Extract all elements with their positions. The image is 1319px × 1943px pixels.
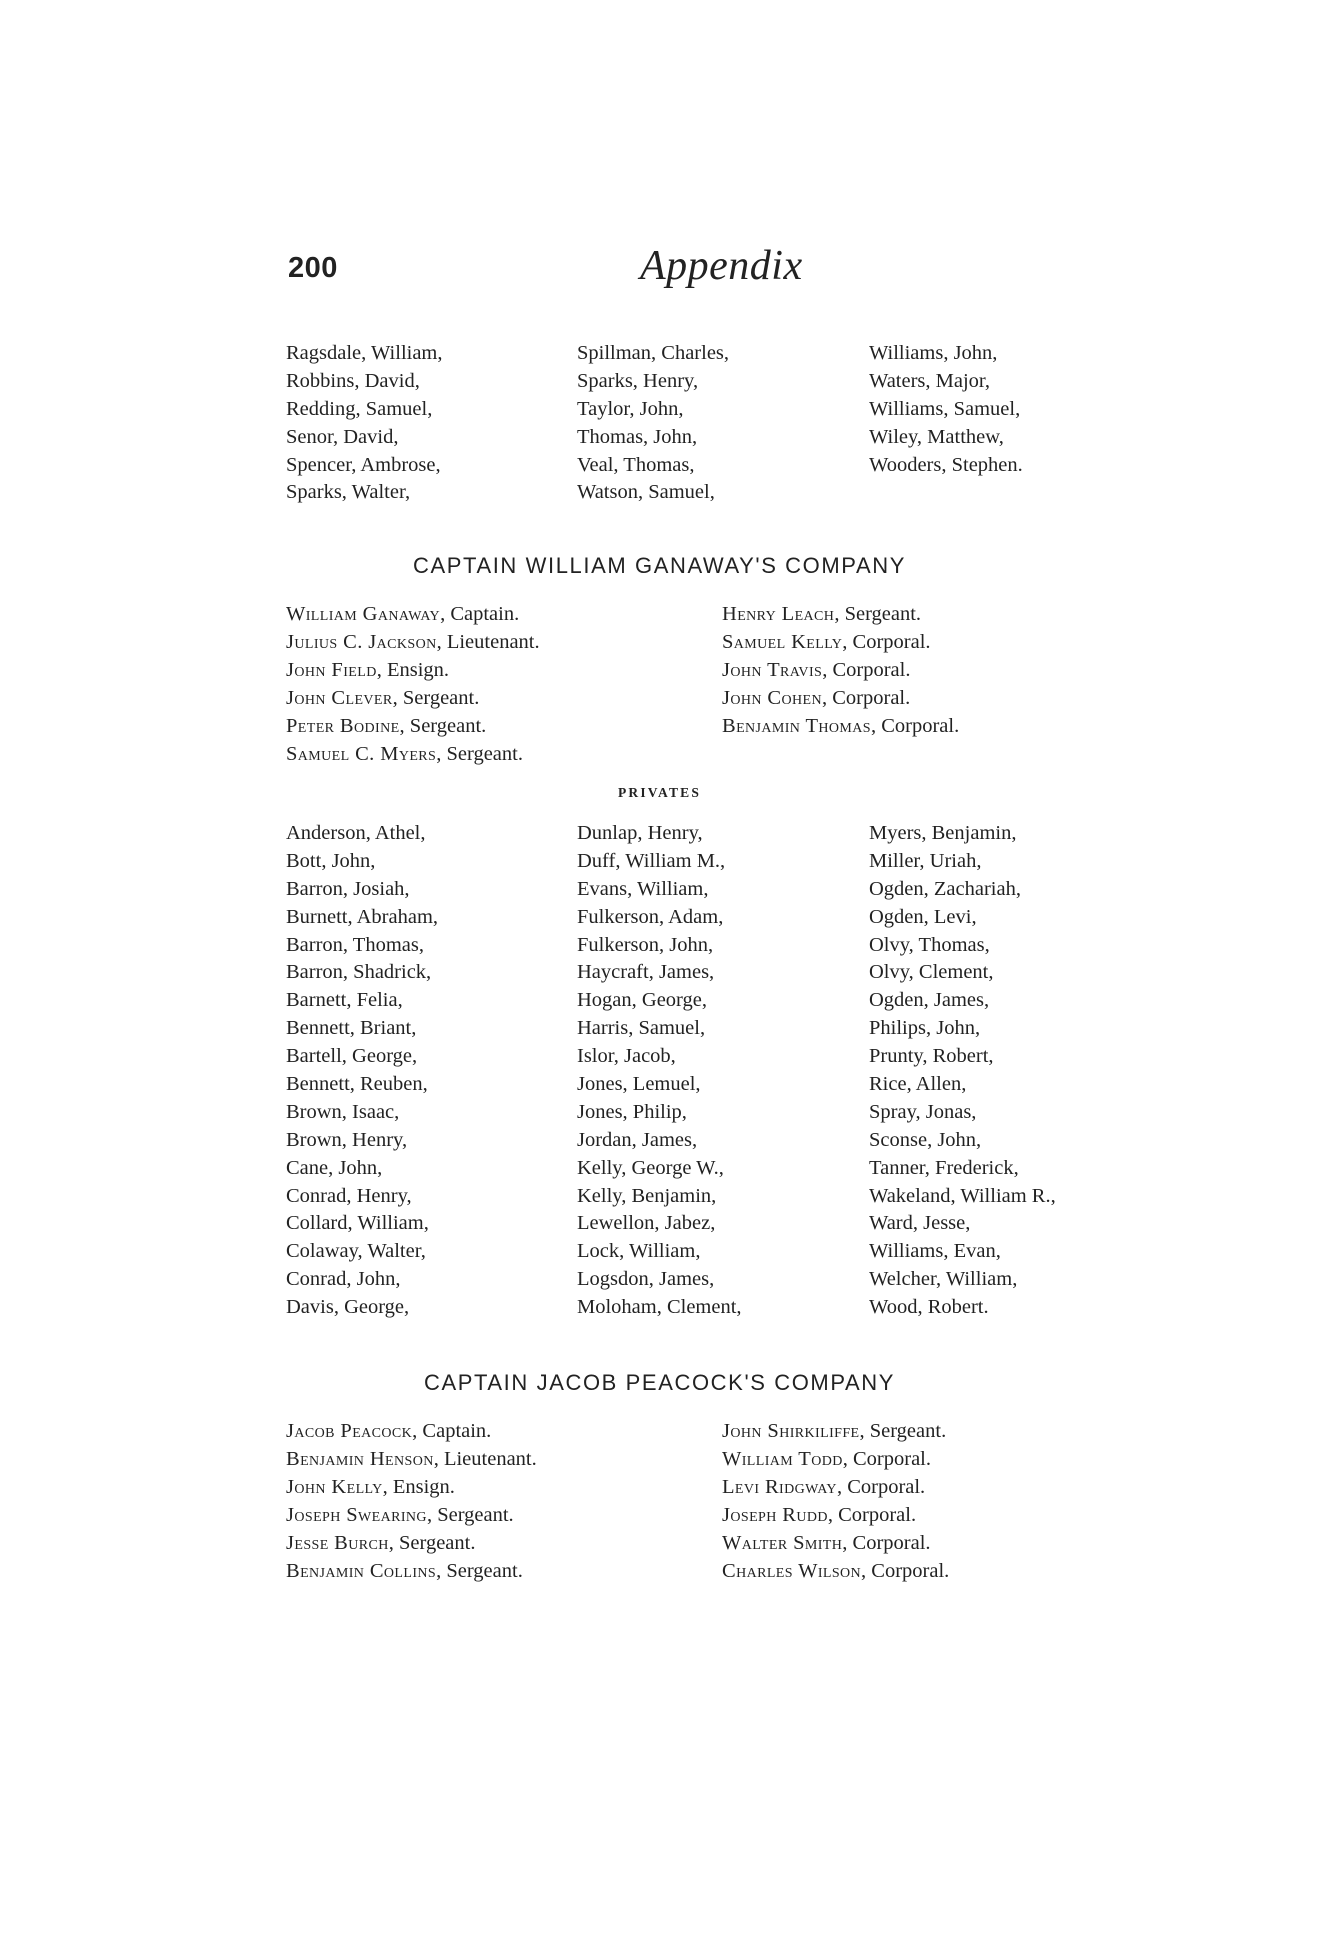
officer-rank: , Captain. xyxy=(440,603,520,625)
name-entry: Prunty, Robert, xyxy=(869,1045,994,1068)
peacock-company-heading: CAPTAIN JACOB PEACOCK'S COMPANY xyxy=(423,1370,896,1395)
name-entry: Jones, Lemuel, xyxy=(577,1073,701,1096)
officer-entry xyxy=(722,628,959,656)
name-entry: Conrad, Henry, xyxy=(286,1184,412,1207)
officer-name: Henry Leach xyxy=(722,603,835,625)
name-entry: Wakeland, William R., xyxy=(869,1184,1056,1207)
privates-column-2 xyxy=(577,820,742,1322)
name-entry: Jones, Philip, xyxy=(577,1100,687,1123)
name-entry: Spencer, Ambrose, xyxy=(286,453,441,476)
officer-name: Jesse Burch xyxy=(286,1532,389,1554)
officer-name: William Ganaway xyxy=(286,603,441,625)
name-entry: Williams, Samuel, xyxy=(869,397,1021,420)
name-entry: Philips, John, xyxy=(869,1017,981,1040)
officer-name: Walter Smith xyxy=(722,1532,843,1554)
officer-rank: , Sergeant. xyxy=(859,1420,947,1442)
privates-column-1 xyxy=(286,820,438,1322)
name-entry: Thomas, John, xyxy=(577,425,698,448)
officer-name: Samuel Kelly xyxy=(722,631,843,653)
top-list-column-2 xyxy=(577,340,729,507)
name-entry: Olvy, Thomas, xyxy=(869,933,990,956)
officer-name: John Shirkiliffe xyxy=(722,1420,860,1442)
privates-column-3 xyxy=(869,820,1056,1322)
officer-rank: , Captain. xyxy=(412,1420,492,1442)
name-entry: Watson, Samuel, xyxy=(577,481,715,504)
name-entry: Brown, Henry, xyxy=(286,1128,408,1151)
officer-rank: , Sergeant. xyxy=(399,715,487,737)
officer-name: John Kelly xyxy=(286,1476,383,1498)
name-entry: Senor, David, xyxy=(286,425,399,448)
officer-rank: , Lieutenant. xyxy=(433,1448,537,1470)
officer-name: John Cohen xyxy=(722,687,822,709)
officer-entry xyxy=(286,628,540,656)
name-entry: Miller, Uriah, xyxy=(869,849,982,872)
officer-entry xyxy=(286,1473,537,1501)
officer-entry xyxy=(286,712,540,740)
name-entry: Barron, Josiah, xyxy=(286,877,410,900)
name-entry: Logsdon, James, xyxy=(577,1268,715,1291)
officer-entry xyxy=(722,684,959,712)
officer-entry xyxy=(722,712,959,740)
name-entry: Barron, Thomas, xyxy=(286,933,424,956)
officer-entry xyxy=(722,656,959,684)
officer-rank: , Corporal. xyxy=(842,1448,931,1470)
privates-subheading: PRIVATES xyxy=(617,785,702,800)
officer-rank: , Sergeant. xyxy=(426,1504,514,1526)
officer-name: Benjamin Thomas xyxy=(722,715,871,737)
officer-rank: , Sergeant. xyxy=(436,743,523,765)
officer-name: Julius C. Jackson xyxy=(286,631,437,653)
officer-entry xyxy=(722,1501,949,1529)
name-entry: Cane, John, xyxy=(286,1156,383,1179)
name-entry: Wiley, Matthew, xyxy=(869,425,1004,448)
officer-rank: , Corporal. xyxy=(842,1532,931,1554)
officer-name: Levi Ridgway xyxy=(722,1476,837,1498)
name-entry: Duff, William M., xyxy=(577,849,726,872)
name-entry: Evans, William, xyxy=(577,877,709,900)
name-entry: Redding, Samuel, xyxy=(286,397,433,420)
officer-entry xyxy=(286,1501,537,1529)
name-entry: Bott, John, xyxy=(286,849,376,872)
name-entry: Jordan, James, xyxy=(577,1128,698,1151)
name-entry: Harris, Samuel, xyxy=(577,1017,706,1040)
name-entry: Williams, John, xyxy=(869,342,998,364)
name-entry: Tanner, Frederick, xyxy=(869,1156,1019,1179)
name-entry: Brown, Isaac, xyxy=(286,1100,400,1123)
officer-name: Benjamin Collins xyxy=(286,1560,437,1582)
officer-entry xyxy=(722,1473,949,1501)
name-entry: Veal, Thomas, xyxy=(577,453,695,476)
name-entry: Barron, Shadrick, xyxy=(286,961,432,984)
name-entry: Lock, William, xyxy=(577,1240,701,1263)
officer-entry xyxy=(286,1417,537,1445)
ganaway-company-heading: CAPTAIN WILLIAM GANAWAY'S COMPANY xyxy=(413,553,906,578)
name-entry: Lewellon, Jabez, xyxy=(577,1212,716,1235)
name-entry: Rice, Allen, xyxy=(869,1073,967,1096)
name-entry: Ogden, Levi, xyxy=(869,905,977,928)
name-entry: Dunlap, Henry, xyxy=(577,822,703,844)
name-entry: Sparks, Walter, xyxy=(286,481,411,504)
officer-entry xyxy=(722,1445,949,1473)
name-entry: Spillman, Charles, xyxy=(577,342,730,364)
officer-entry xyxy=(722,600,959,628)
officer-entry xyxy=(286,684,540,712)
officer-entry xyxy=(722,1417,949,1445)
officer-entry xyxy=(286,1529,537,1557)
name-entry: Spray, Jonas, xyxy=(869,1100,977,1123)
name-entry: Ward, Jesse, xyxy=(869,1212,971,1235)
name-entry: Ogden, Zachariah, xyxy=(869,877,1021,900)
officer-entry xyxy=(722,1529,949,1557)
name-entry: Conrad, John, xyxy=(286,1268,401,1291)
name-entry: Wood, Robert. xyxy=(869,1296,989,1319)
officer-rank: , Lieutenant. xyxy=(436,631,540,653)
name-entry: Taylor, John, xyxy=(577,397,684,420)
officer-name: John Field xyxy=(286,659,377,681)
peacock-officers-right xyxy=(722,1417,949,1585)
officer-name: Charles Wilson xyxy=(722,1560,862,1582)
officer-rank: , Ensign. xyxy=(382,1476,455,1498)
officer-name: Peter Bodine xyxy=(286,715,400,737)
officer-entry xyxy=(286,656,540,684)
name-entry: Robbins, David, xyxy=(286,369,420,392)
name-entry: Moloham, Clement, xyxy=(577,1296,742,1319)
name-entry: Collard, William, xyxy=(286,1212,429,1235)
name-entry: Hogan, George, xyxy=(577,989,707,1012)
officer-rank: , Corporal. xyxy=(827,1504,917,1526)
ganaway-officers-left xyxy=(286,600,540,768)
name-entry: Wooders, Stephen. xyxy=(869,453,1023,476)
top-list-column-3 xyxy=(869,340,1023,479)
running-title: Appendix xyxy=(640,243,803,289)
name-entry: Welcher, William, xyxy=(869,1268,1018,1291)
name-entry: Davis, George, xyxy=(286,1296,410,1319)
officer-rank: , Ensign. xyxy=(376,659,450,681)
name-entry: Waters, Major, xyxy=(869,369,991,392)
name-entry: Kelly, George W., xyxy=(577,1156,724,1179)
name-entry: Sconse, John, xyxy=(869,1128,982,1151)
name-entry: Bennett, Reuben, xyxy=(286,1073,428,1096)
name-entry: Ragsdale, William, xyxy=(286,342,443,364)
officer-name: Benjamin Henson xyxy=(286,1448,434,1470)
officer-rank: , Sergeant. xyxy=(388,1532,476,1554)
officer-entry xyxy=(286,600,540,628)
name-entry: Fulkerson, Adam, xyxy=(577,905,724,928)
officer-rank: , Sergeant. xyxy=(392,687,480,709)
officer-name: John Travis xyxy=(722,659,823,681)
name-entry: Williams, Evan, xyxy=(869,1240,1001,1263)
officer-rank: , Corporal. xyxy=(870,715,960,737)
name-entry: Haycraft, James, xyxy=(577,961,715,984)
officer-name: Jacob Peacock xyxy=(286,1420,413,1442)
name-entry: Colaway, Walter, xyxy=(286,1240,426,1263)
name-entry: Barnett, Felia, xyxy=(286,989,403,1012)
page-number: 200 xyxy=(288,252,338,284)
name-entry: Fulkerson, John, xyxy=(577,933,714,956)
officer-name: Joseph Swearing xyxy=(286,1504,427,1526)
officer-rank: , Sergeant. xyxy=(436,1560,523,1582)
officer-rank: , Corporal. xyxy=(861,1560,950,1582)
name-entry: Burnett, Abraham, xyxy=(286,905,439,928)
officer-name: Joseph Rudd xyxy=(722,1504,828,1526)
officer-rank: , Corporal. xyxy=(822,687,911,709)
officer-name: John Clever xyxy=(286,687,393,709)
officer-rank: , Corporal. xyxy=(842,631,931,653)
officer-entry xyxy=(286,1445,537,1473)
top-list-column-1 xyxy=(286,340,443,507)
officer-entry xyxy=(722,1557,949,1585)
name-entry: Kelly, Benjamin, xyxy=(577,1184,717,1207)
name-entry: Bennett, Briant, xyxy=(286,1017,417,1040)
name-entry: Bartell, George, xyxy=(286,1045,418,1068)
officer-name: William Todd xyxy=(722,1448,843,1470)
name-entry: Sparks, Henry, xyxy=(577,369,699,392)
officer-entry xyxy=(286,740,540,768)
name-entry: Olvy, Clement, xyxy=(869,961,994,984)
officer-name: Samuel C. Myers xyxy=(286,743,437,765)
peacock-officers-left xyxy=(286,1417,537,1585)
name-entry: Myers, Benjamin, xyxy=(869,822,1017,844)
name-entry: Anderson, Athel, xyxy=(286,822,426,844)
officer-rank: , Corporal. xyxy=(822,659,911,681)
officer-rank: , Sergeant. xyxy=(834,603,922,625)
ganaway-officers-right xyxy=(722,600,959,740)
officer-entry xyxy=(286,1557,537,1585)
officer-rank: , Corporal. xyxy=(836,1476,926,1498)
name-entry: Islor, Jacob, xyxy=(577,1045,676,1068)
name-entry: Ogden, James, xyxy=(869,989,990,1012)
